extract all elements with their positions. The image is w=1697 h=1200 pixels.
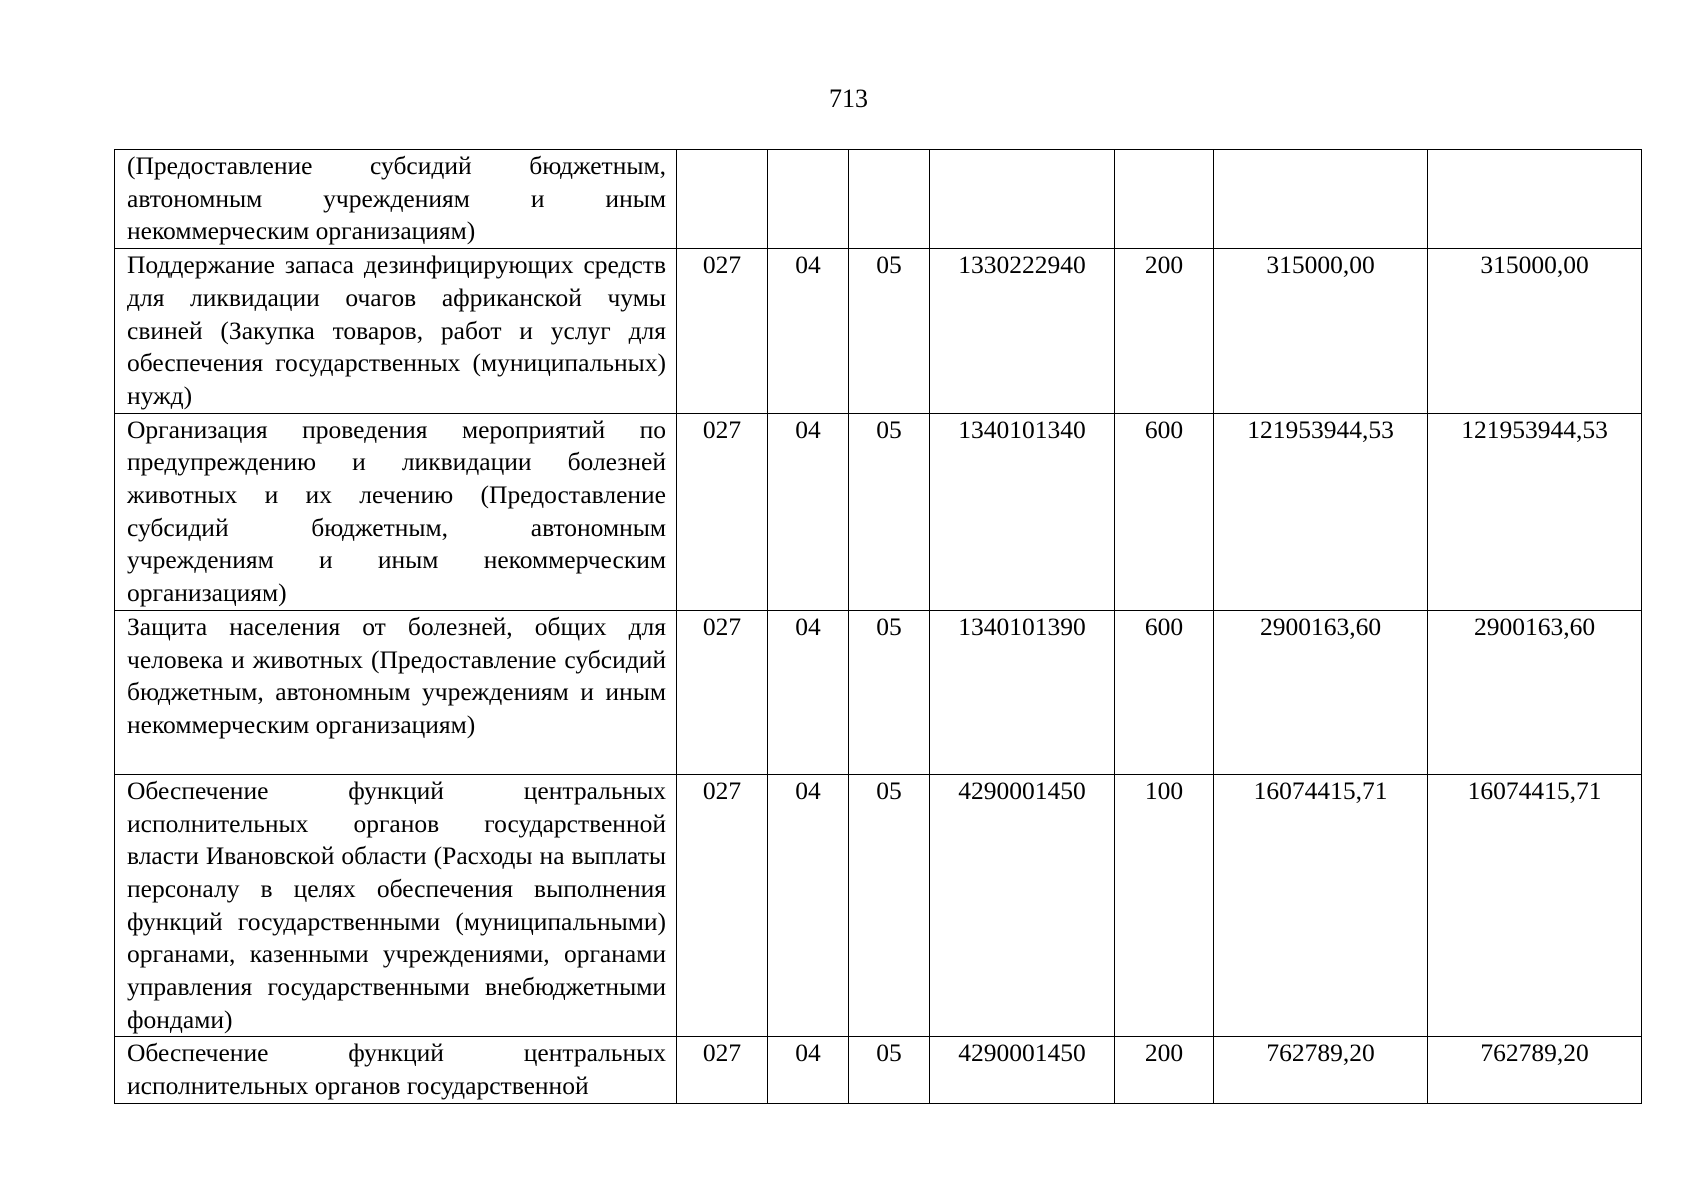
expense-type-code: 200 bbox=[1115, 1037, 1214, 1103]
section-code: 04 bbox=[768, 413, 849, 610]
target-article-code: 1340101390 bbox=[930, 610, 1115, 774]
sum-year-1 bbox=[1214, 150, 1428, 249]
row-description: Обеспечение функций центральных исполнительных органов государственной власти Ивановской области (Расходы на выплаты персоналу в целях обеспечения выполнения функций государственными (муниципальными) органами, казенными учреждениями, органами управления государственными внебюджетными фондами) bbox=[115, 774, 677, 1037]
section-code: 04 bbox=[768, 610, 849, 774]
subsection-code: 05 bbox=[849, 610, 930, 774]
ministry-code bbox=[677, 150, 768, 249]
subsection-code: 05 bbox=[849, 774, 930, 1037]
budget-table bbox=[114, 149, 1642, 1104]
ministry-code: 027 bbox=[677, 249, 768, 414]
expense-type-code: 600 bbox=[1115, 413, 1214, 610]
expense-type-code: 100 bbox=[1115, 774, 1214, 1037]
target-article-code bbox=[930, 150, 1115, 249]
sum-year-2 bbox=[1428, 150, 1642, 249]
table-row bbox=[115, 774, 1642, 1037]
section-code: 04 bbox=[768, 1037, 849, 1103]
row-description: Защита населения от болезней, общих для человека и животных (Предоставление субсидий бюджетным, автономным учреждениям и иным некоммерческим организациям) bbox=[115, 610, 677, 774]
section-code: 04 bbox=[768, 774, 849, 1037]
row-description: Поддержание запаса дезинфицирующих средств для ликвидации очагов африканской чумы свиней (Закупка товаров, работ и услуг для обеспечения государственных (муниципальных) нужд) bbox=[115, 249, 677, 414]
sum-year-2: 121953944,53 bbox=[1428, 413, 1642, 610]
sum-year-1: 762789,20 bbox=[1214, 1037, 1428, 1103]
table-row bbox=[115, 249, 1642, 414]
subsection-code: 05 bbox=[849, 1037, 930, 1103]
subsection-code: 05 bbox=[849, 249, 930, 414]
expense-type-code: 600 bbox=[1115, 610, 1214, 774]
target-article-code: 1340101340 bbox=[930, 413, 1115, 610]
expense-type-code: 200 bbox=[1115, 249, 1214, 414]
section-code: 04 bbox=[768, 249, 849, 414]
ministry-code: 027 bbox=[677, 610, 768, 774]
row-description: Обеспечение функций центральных исполнительных органов государственной bbox=[115, 1037, 677, 1103]
sum-year-1: 2900163,60 bbox=[1214, 610, 1428, 774]
table-row bbox=[115, 610, 1642, 774]
ministry-code: 027 bbox=[677, 1037, 768, 1103]
sum-year-2: 315000,00 bbox=[1428, 249, 1642, 414]
ministry-code: 027 bbox=[677, 774, 768, 1037]
table-row bbox=[115, 413, 1642, 610]
target-article-code: 1330222940 bbox=[930, 249, 1115, 414]
subsection-code: 05 bbox=[849, 413, 930, 610]
row-description: Организация проведения мероприятий по предупреждению и ликвидации болезней животных и их лечению (Предоставление субсидий бюджетным, автономным учреждениям и иным некоммерческим организациям) bbox=[115, 413, 677, 610]
target-article-code: 4290001450 bbox=[930, 1037, 1115, 1103]
target-article-code: 4290001450 bbox=[930, 774, 1115, 1037]
sum-year-1: 121953944,53 bbox=[1214, 413, 1428, 610]
sum-year-2: 762789,20 bbox=[1428, 1037, 1642, 1103]
page-number: 713 bbox=[829, 84, 868, 113]
sum-year-1: 16074415,71 bbox=[1214, 774, 1428, 1037]
ministry-code: 027 bbox=[677, 413, 768, 610]
sum-year-2: 16074415,71 bbox=[1428, 774, 1642, 1037]
sum-year-2: 2900163,60 bbox=[1428, 610, 1642, 774]
expense-type-code bbox=[1115, 150, 1214, 249]
sum-year-1: 315000,00 bbox=[1214, 249, 1428, 414]
subsection-code bbox=[849, 150, 930, 249]
row-description: (Предоставление субсидий бюджетным, автономным учреждениям и иным некоммерческим организациям) bbox=[115, 150, 677, 249]
table-row bbox=[115, 150, 1642, 249]
section-code bbox=[768, 150, 849, 249]
table-row bbox=[115, 1037, 1642, 1103]
